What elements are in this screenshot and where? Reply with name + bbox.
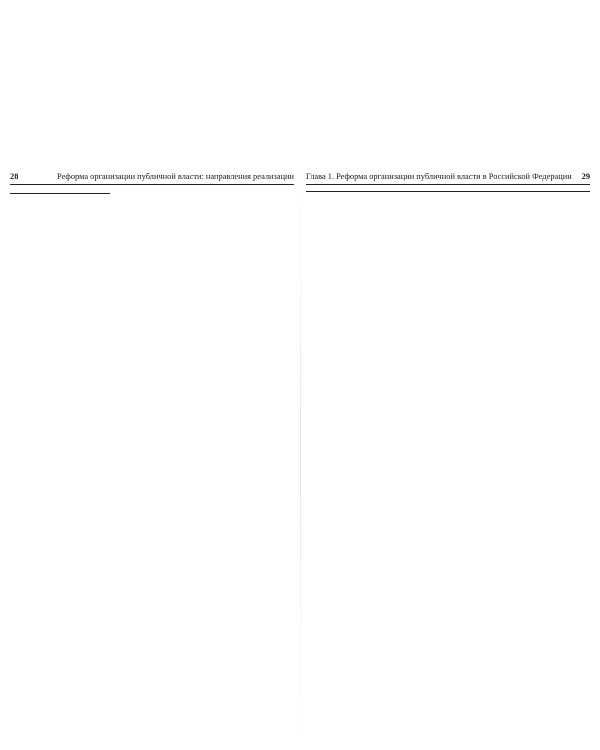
book-gutter bbox=[300, 168, 301, 738]
left-running-header bbox=[10, 172, 294, 185]
right-running-header bbox=[306, 172, 590, 185]
footnote-divider bbox=[306, 191, 590, 192]
right-page-number: 29 bbox=[581, 172, 590, 181]
right-page bbox=[306, 172, 590, 732]
left-page bbox=[10, 172, 294, 732]
left-running-head: Реформа организации публичной власти: направления реализации bbox=[57, 172, 294, 181]
left-page-number: 28 bbox=[10, 172, 19, 181]
right-running-head: Глава 1. Реформа организации публичной власти в Российской Федерации bbox=[306, 172, 572, 181]
footnote-divider bbox=[10, 193, 110, 194]
